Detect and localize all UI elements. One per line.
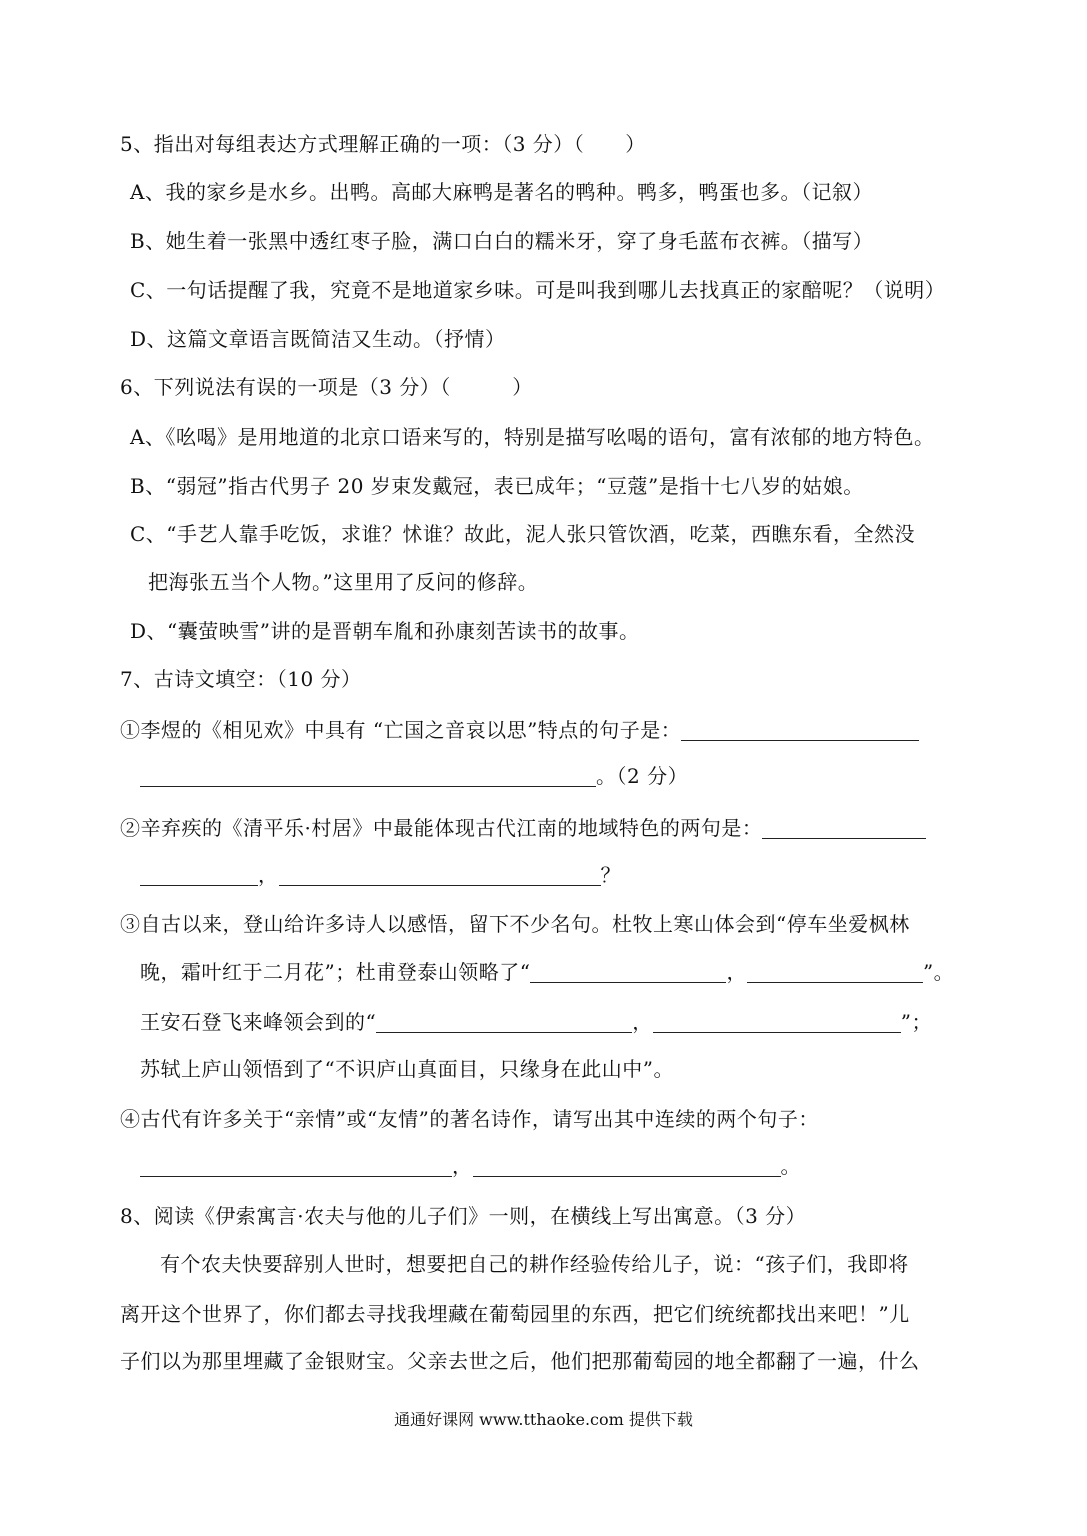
q6-option-c-line1: C、“手艺人靠手吃饭，求谁？怵谁？故此，泥人张只管饮酒，吃菜，西瞧东看，全然没 bbox=[130, 522, 916, 546]
q7-item3-line3 bbox=[140, 1008, 932, 1036]
q6-stem: 6、下列说法有误的一项是（3 分）（ ） bbox=[120, 375, 533, 399]
q7-item3-line2-text: 晚，霜叶红于二月花”；杜甫登泰山领略了“ bbox=[140, 960, 531, 984]
q8-passage-line2: 离开这个世界了，你们都去寻找我埋藏在葡萄园里的东西，把它们统统都找出来吧！”儿 bbox=[120, 1302, 910, 1326]
q8-stem: 8、阅读《伊索寓言·农夫与他的儿子们》一则，在横线上写出寓意。（3 分） bbox=[120, 1204, 807, 1228]
q8-passage-line1: 有个农夫快要辞别人世时，想要把自己的耕作经验传给儿子，说：“孩子们，我即将 bbox=[160, 1252, 909, 1276]
q7-item3-comma: ， bbox=[726, 960, 747, 984]
q7-item1-cont bbox=[140, 762, 688, 790]
answer-blank[interactable] bbox=[473, 1156, 781, 1177]
q5-option-c: C、一句话提醒了我，究竟不是地道家乡味。可是叫我到哪儿去找真正的家醅呢？（说明） bbox=[130, 278, 946, 302]
q7-item3-comma: ， bbox=[632, 1010, 653, 1034]
q5-stem: 5、指出对每组表达方式理解正确的一项：（3 分）（ ） bbox=[120, 132, 646, 156]
q5-option-b: B、她生着一张黑中透红枣子脸，满口白白的糯米牙，穿了身毛蓝布衣裤。（描写） bbox=[130, 229, 874, 253]
q7-item2-text: ②辛弃疾的《清平乐·村居》中最能体现古代江南的地域特色的两句是： bbox=[120, 816, 763, 840]
answer-blank[interactable] bbox=[279, 865, 601, 886]
q7-item3-line2-end: ”。 bbox=[922, 960, 955, 984]
answer-blank[interactable] bbox=[376, 1012, 632, 1033]
page-footer: 通通好课网 www.tthaoke.com 提供下载 bbox=[394, 1410, 693, 1429]
answer-blank[interactable] bbox=[140, 865, 258, 886]
q7-item3-line3-end: ”； bbox=[900, 1010, 932, 1034]
q7-stem: 7、古诗文填空：（10 分） bbox=[120, 667, 362, 691]
q7-item4-cont bbox=[140, 1152, 801, 1180]
q6-option-d: D、“囊萤映雪”讲的是晋朝车胤和孙康刻苦读书的故事。 bbox=[130, 619, 640, 643]
q7-item2-comma: ， bbox=[258, 863, 279, 887]
q7-item4-comma: ， bbox=[452, 1154, 473, 1178]
q7-item3-line1: ③自古以来，登山给许多诗人以感悟，留下不少名句。杜牧上寒山体会到“停车坐爱枫林 bbox=[120, 912, 910, 936]
q7-item1-text: ①李煜的《相见欢》中具有 “亡国之音哀以思”特点的句子是： bbox=[120, 718, 682, 742]
q7-item2-cont bbox=[140, 861, 621, 889]
answer-blank[interactable] bbox=[140, 766, 596, 787]
answer-blank[interactable] bbox=[530, 962, 726, 983]
q7-item2 bbox=[120, 814, 926, 842]
answer-blank[interactable] bbox=[762, 818, 926, 839]
q5-option-d: D、这篇文章语言既简洁又生动。（抒情） bbox=[130, 327, 506, 351]
q6-option-c-line2: 把海张五当个人物。”这里用了反问的修辞。 bbox=[148, 570, 539, 594]
answer-blank[interactable] bbox=[140, 1156, 452, 1177]
q7-item3-line3-text: 王安石登飞来峰领会到的“ bbox=[140, 1010, 377, 1034]
q7-item4-end: 。 bbox=[780, 1154, 801, 1178]
answer-blank[interactable] bbox=[653, 1012, 901, 1033]
answer-blank[interactable] bbox=[747, 962, 923, 983]
q7-item2-end: ？ bbox=[600, 863, 621, 887]
q6-option-a: A、《吆喝》是用地道的北京口语来写的，特别是描写吆喝的语句，富有浓郁的地方特色。 bbox=[130, 425, 935, 449]
q7-item4: ④古代有许多关于“亲情”或“友情”的著名诗作，请写出其中连续的两个句子： bbox=[120, 1107, 819, 1131]
q7-item3-line2 bbox=[140, 958, 954, 986]
q7-item1 bbox=[120, 716, 919, 744]
q7-item1-end: 。（2 分） bbox=[596, 764, 689, 788]
q8-passage-line3: 子们以为那里埋藏了金银财宝。父亲去世之后，他们把那葡萄园的地全都翻了一遍，什么 bbox=[120, 1349, 920, 1373]
q6-option-b: B、“弱冠”指古代男子 20 岁束发戴冠，表已成年；“豆蔻”是指十七八岁的姑娘。 bbox=[130, 474, 864, 498]
q7-item3-line4: 苏轼上庐山领悟到了“不识庐山真面目，只缘身在此山中”。 bbox=[140, 1057, 674, 1081]
q5-option-a: A、我的家乡是水乡。出鸭。高邮大麻鸭是著名的鸭种。鸭多，鸭蛋也多。（记叙） bbox=[130, 180, 873, 204]
answer-blank[interactable] bbox=[681, 720, 919, 741]
